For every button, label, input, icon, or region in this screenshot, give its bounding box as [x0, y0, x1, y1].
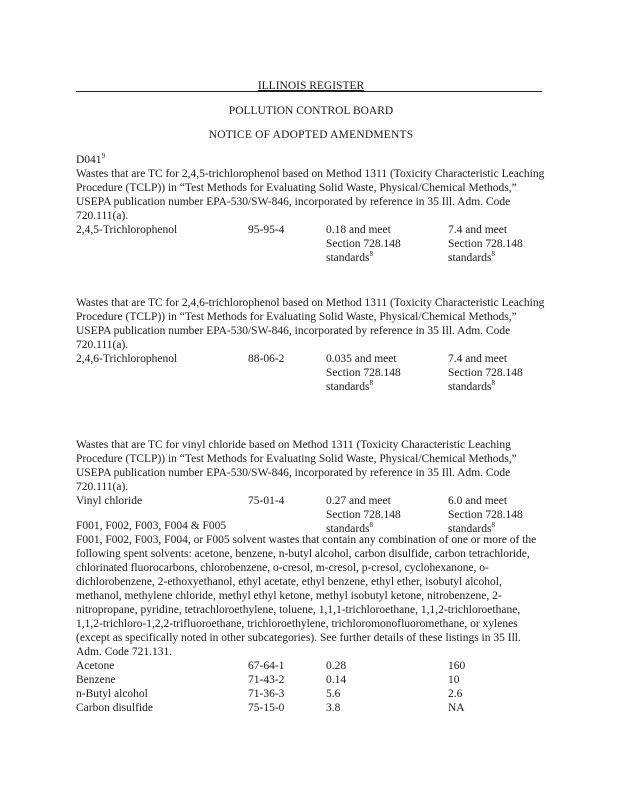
cas-number: 75-15-0 — [248, 702, 285, 714]
d042-description: Wastes that are TC for 2,4,6-trichlorophenol based on Method 1311 (Toxicity Characteristic Leaching Procedure (TCLP)) in “Test Methods for Evaluating Solid Waste, Physical/Chemical Methods,” USEPA publication number EPA-530/SW-846, incorporated by reference in 35 Ill. Adm. Code 720.111(a). — [76, 297, 545, 351]
ww-line-1: 0.27 and meet — [326, 495, 391, 507]
nww-footnote: 8 — [491, 379, 495, 387]
cas-number: 67-64-1 — [248, 660, 285, 672]
header-rule — [76, 91, 542, 92]
ww-footnote: 8 — [369, 521, 373, 529]
constituent-name: 2,4,5-Trichlorophenol — [76, 224, 178, 236]
ww-line-2: Section 728.148 — [326, 367, 401, 379]
f001-description: F001, F002, F003, F004, or F005 solvent wastes that contain any combination of one or more of the following spent solvents: acetone, benzene, n-butyl alcohol, carbon disulfide, carbon tetrachloride, chlorinated fluorocarbons, chlorobenzene, o-cresol, m-cresol, p-cresol, cyclohexanone, o-dichlorobenzene, 2-ethoxyethanol, ethyl acetate, ethyl benzene, ethyl ether, isobutyl alcohol, methanol, methylene chloride, methyl ethyl ketone, methyl isobutyl ketone, nitrobenzene, 2-nitropropane, pyridine, tetrachloroethylene, toluene, 1,1,1-trichloroethane, 1,1,2-trichloroethane, 1,1,2-trichloro-1,2,2-trifluoroethane, trichloroethylene, trichloromonofluoromethane, or xylenes (except as specifically noted in other subcategories). See further details of these listings in 35 Ill. Adm. Code 721.131. — [76, 534, 537, 658]
table-row — [76, 673, 546, 687]
table-row — [76, 701, 546, 715]
nww-line-1: 7.4 and meet — [448, 224, 508, 236]
table-row — [76, 659, 546, 673]
ww-line-3: standards — [326, 381, 370, 393]
nww-footnote: 8 — [491, 250, 495, 258]
ww-footnote: 8 — [369, 250, 373, 258]
constituent-name: Carbon disulfide — [76, 702, 153, 714]
constituent-name: Acetone — [76, 660, 115, 672]
ww-line-3: standards — [326, 252, 370, 264]
nww-line-2: Section 728.148 — [448, 238, 523, 250]
constituent-name: Benzene — [76, 674, 116, 686]
board-name: POLLUTION CONTROL BOARD — [228, 105, 394, 117]
nonwastewater-standard: 160 — [448, 660, 466, 672]
constituent-name: Vinyl chloride — [76, 495, 143, 507]
nww-line-3: standards — [448, 523, 492, 535]
nonwastewater-standard — [448, 352, 523, 394]
nonwastewater-standard: 10 — [448, 674, 460, 686]
wastewater-standard — [326, 223, 401, 265]
f001-section — [76, 519, 546, 715]
ww-line-2: Section 728.148 — [326, 238, 401, 250]
table-row — [76, 687, 546, 701]
ww-footnote: 8 — [369, 379, 373, 387]
notice-title: NOTICE OF ADOPTED AMENDMENTS — [208, 129, 414, 141]
nonwastewater-standard — [448, 223, 523, 265]
nww-line-2: Section 728.148 — [448, 367, 523, 379]
register-title: ILLINOIS REGISTER — [257, 80, 365, 92]
ww-line-1: 0.035 and meet — [326, 353, 397, 365]
nww-footnote: 8 — [491, 521, 495, 529]
nww-line-3: standards — [448, 252, 492, 264]
f001-heading: F001, F002, F003, F004 & F005 — [76, 520, 227, 532]
table-row — [76, 352, 546, 394]
d041-description: Wastes that are TC for 2,4,5-trichlorophenol based on Method 1311 (Toxicity Characteristic Leaching Procedure (TCLP)) in “Test Methods for Evaluating Solid Waste, Physical/Chemical Methods,” USEPA publication number EPA-530/SW-846, incorporated by reference in 35 Ill. Adm. Code 720.111(a). — [76, 168, 545, 222]
ww-line-1: 0.18 and meet — [326, 224, 391, 236]
d041-code-line — [76, 153, 546, 167]
wastewater-standard: 0.28 — [326, 660, 347, 672]
cas-number: 75-01-4 — [248, 495, 285, 507]
d043-description: Wastes that are TC for vinyl chloride based on Method 1311 (Toxicity Characteristic Leaching Procedure (TCLP)) in “Test Methods for Evaluating Solid Waste, Physical/Chemical Methods,” USEPA publication number EPA-530/SW-846, incorporated by reference in 35 Ill. Adm. Code 720.111(a). — [76, 439, 517, 493]
cas-number: 88-06-2 — [248, 353, 285, 365]
cas-number: 95-95-4 — [248, 224, 285, 236]
wastewater-standard — [326, 352, 401, 394]
ww-line-2: Section 728.148 — [326, 509, 401, 521]
wastewater-standard: 5.6 — [326, 688, 341, 700]
cas-number: 71-36-3 — [248, 688, 285, 700]
table-row — [76, 223, 546, 265]
nww-line-3: standards — [448, 381, 492, 393]
wastewater-standard: 0.14 — [326, 674, 347, 686]
wastewater-standard: 3.8 — [326, 702, 341, 714]
nonwastewater-standard: 2.6 — [448, 688, 463, 700]
d041-code-footnote: 9 — [101, 152, 106, 160]
d041-code: D041 — [76, 154, 102, 166]
nonwastewater-standard: NA — [448, 702, 465, 714]
constituent-name: n-Butyl alcohol — [76, 688, 148, 700]
nww-line-1: 6.0 and meet — [448, 495, 508, 507]
constituent-name: 2,4,6-Trichlorophenol — [76, 353, 178, 365]
d041-section — [76, 153, 546, 265]
ww-line-3: standards — [326, 523, 370, 535]
d042-section — [76, 296, 546, 394]
cas-number: 71-43-2 — [248, 674, 285, 686]
nww-line-2: Section 728.148 — [448, 509, 523, 521]
nww-line-1: 7.4 and meet — [448, 353, 508, 365]
